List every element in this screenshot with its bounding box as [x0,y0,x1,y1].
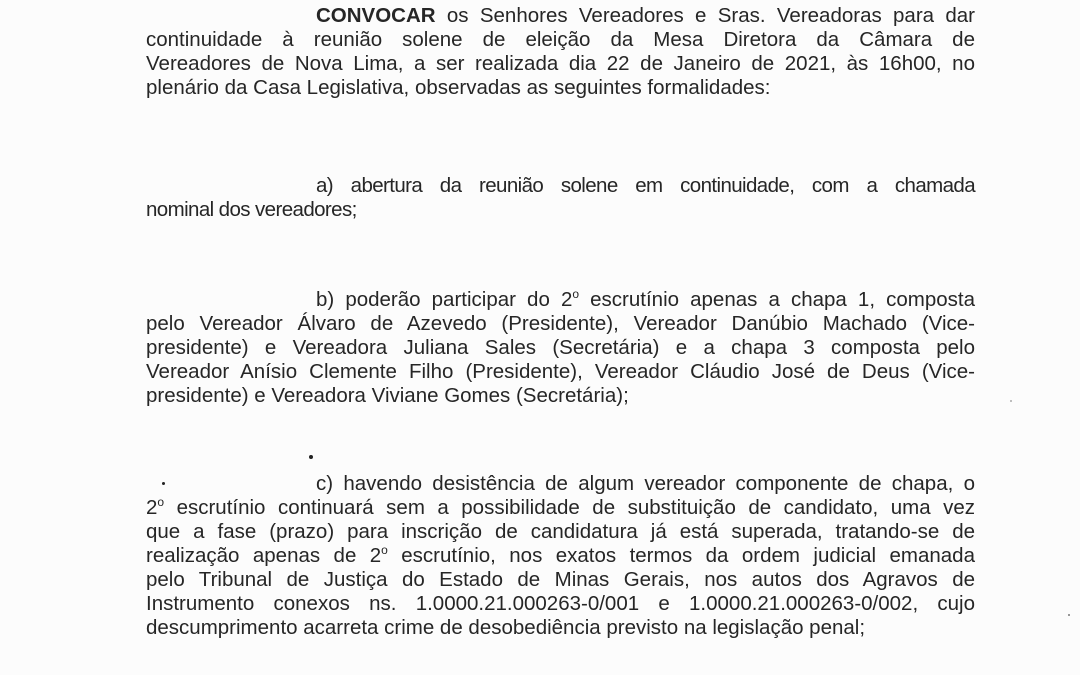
item-c-line-3: que a fase (prazo) para inscrição de candidatura já está superada, tratando-se de [146,520,975,543]
scan-speck [1010,400,1012,402]
item-c-line-6: Instrumento conexos ns. 1.0000.21.000263-0/001 e 1.0000.21.000263-0/002, cujo [146,592,975,615]
intro-line-2: continuidade à reunião solene de eleição da Mesa Diretora da Câmara de [146,28,975,51]
item-b-line-2: pelo Vereador Álvaro de Azevedo (Presidente), Vereador Danúbio Machado (Vice- [146,312,975,335]
item-b-line-5: presidente) e Vereadora Viviane Gomes (Secretária); [146,384,629,407]
scan-speck [309,455,313,459]
item-c-line-5: pelo Tribunal de Justiça do Estado de Minas Gerais, nos autos dos Agravos de [146,568,975,591]
item-c-line-1: c) havendo desistência de algum vereador componente de chapa, o [316,472,975,495]
scan-speck [162,482,165,485]
intro-line-1: CONVOCAR os Senhores Vereadores e Sras. Vereadoras para dar [316,4,975,27]
item-c-line-4: realização apenas de 2$^o$ escrutínio, nos exatos termos da ordem judicial emanada [146,543,975,567]
item-c-line-7: descumprimento acarreta crime de desobediência previsto na legislação penal; [146,616,866,639]
item-b-line-3: presidente) e Vereadora Juliana Sales (Secretária) e a chapa 3 composta pelo [146,336,975,359]
item-a-line-2: nominal dos vereadores; [146,198,357,221]
item-b-line-4: Vereador Anísio Clemente Filho (Presidente), Vereador Cláudio José de Deus (Vice- [146,360,975,383]
scan-speck [1068,614,1070,616]
intro-line-3: Vereadores de Nova Lima, a ser realizada dia 22 de Janeiro de 2021, às 16h00, no [146,52,975,75]
item-c-line-2: 2$^o$ escrutínio continuará sem a possibilidade de substituição de candidato, uma vez [146,495,975,519]
convocar-keyword: CONVOCAR [316,4,436,27]
item-b-line-1: b) poderão participar do 2$^o$ escrutínio apenas a chapa 1, composta [316,287,975,311]
item-a-line-1: a) abertura da reunião solene em continuidade, com a chamada [316,174,975,197]
intro-line-4: plenário da Casa Legislativa, observadas as seguintes formalidades: [146,76,771,99]
